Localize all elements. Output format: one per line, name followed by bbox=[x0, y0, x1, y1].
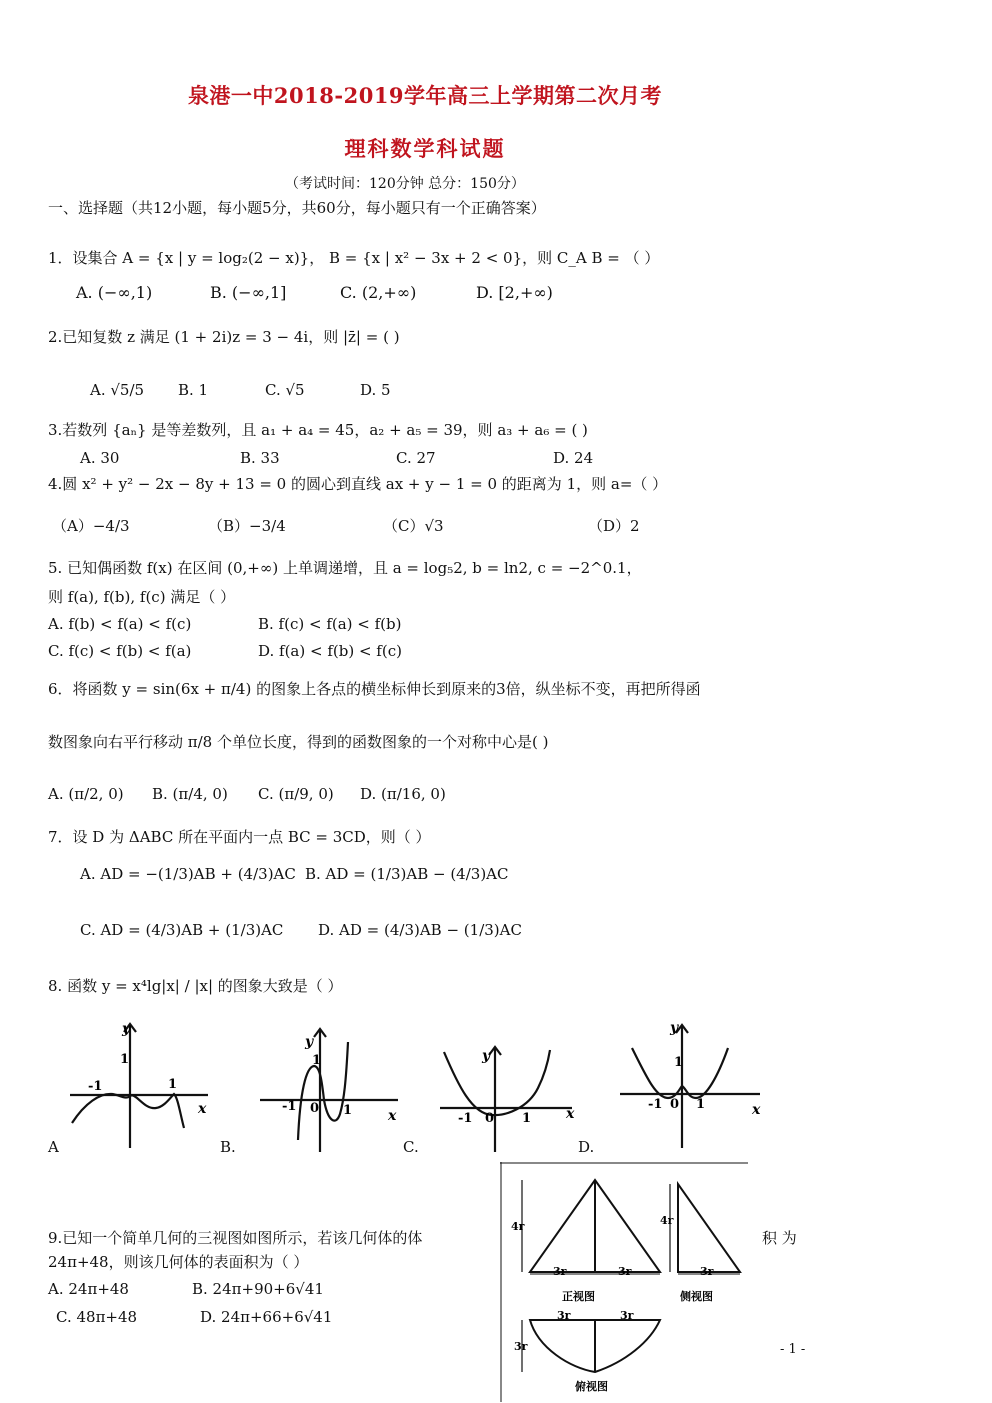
q6-option-c: C. (π/9, 0) bbox=[258, 785, 334, 803]
three-view-figure bbox=[500, 1162, 750, 1402]
side-width-label: 3r bbox=[700, 1265, 714, 1278]
q4-option-a: （A）−4/3 bbox=[52, 517, 130, 535]
q7-option-d: D. AD = (4/3)AB − (1/3)AC bbox=[318, 921, 522, 939]
q8-label-b: B. bbox=[220, 1138, 236, 1156]
q8-label-d: D. bbox=[578, 1138, 595, 1156]
page-number: - 1 - bbox=[780, 1342, 806, 1357]
svg-text:y: y bbox=[482, 1048, 491, 1064]
q5-option-d: D. f(a) < f(b) < f(c) bbox=[258, 642, 402, 660]
q2-option-c: C. √5 bbox=[265, 381, 305, 399]
q9-option-c: C. 48π+48 bbox=[56, 1308, 138, 1326]
q5-option-a: A. f(b) < f(a) < f(c) bbox=[48, 615, 192, 633]
q5-stem-line1: 5. 已知偶函数 f(x) 在区间 (0,+∞) 上单调递增，且 a = log₅2, b = ln2, c = −2^0.1， bbox=[48, 559, 642, 577]
q7-stem: 7．设 D 为 ΔABC 所在平面内一点 BC = 3CD，则（ ） bbox=[48, 828, 431, 846]
svg-text:x: x bbox=[388, 1108, 397, 1124]
svg-text:y: y bbox=[670, 1020, 679, 1036]
section-heading: 一、选择题（共12小题，每小题5分，共60分，每小题只有一个正确答案） bbox=[48, 199, 546, 217]
svg-text:x: x bbox=[198, 1101, 207, 1117]
q8-label-c: C. bbox=[403, 1138, 419, 1156]
svg-text:-1: -1 bbox=[282, 1099, 297, 1114]
q5-option-c: C. f(c) < f(b) < f(a) bbox=[48, 642, 192, 660]
q1-option-d: D. [2,+∞) bbox=[476, 283, 553, 302]
q7-option-c: C. AD = (4/3)AB + (1/3)AC bbox=[80, 921, 284, 939]
q8-graph-a bbox=[60, 1018, 230, 1153]
svg-text:1: 1 bbox=[696, 1097, 706, 1112]
q6-stem-line2: 数图象向右平行移动 π/8 个单位长度，得到的函数图象的一个对称中心是( ) bbox=[48, 733, 549, 751]
q4-option-d: （D）2 bbox=[588, 517, 640, 535]
q3-option-d: D. 24 bbox=[553, 449, 594, 467]
q1-option-a: A. (−∞,1) bbox=[76, 283, 153, 302]
svg-text:1: 1 bbox=[312, 1053, 322, 1068]
q4-option-b: （B）−3/4 bbox=[208, 517, 286, 535]
q3-stem: 3.若数列 {aₙ} 是等差数列，且 a₁ + a₄ = 45，a₂ + a₅ = 39，则 a₃ + a₆ = ( ) bbox=[48, 421, 588, 439]
svg-text:1: 1 bbox=[522, 1111, 532, 1126]
top-height-label: 3r bbox=[514, 1340, 528, 1353]
q1-stem: 1．设集合 A = {x | y = log₂(2 − x)}， B = {x | x² − 3x + 2 < 0}，则 C_A B = （ ） bbox=[48, 249, 660, 267]
svg-text:0: 0 bbox=[670, 1097, 680, 1112]
q9-option-a: A. 24π+48 bbox=[48, 1280, 129, 1298]
q8-graph-d bbox=[610, 1018, 770, 1153]
q7-option-a: A. AD = −(1/3)AB + (4/3)AC bbox=[80, 865, 296, 883]
side-view-caption: 侧视图 bbox=[680, 1290, 713, 1303]
side-height-label: 4r bbox=[660, 1214, 674, 1227]
q5-option-b: B. f(c) < f(a) < f(b) bbox=[258, 615, 402, 633]
q4-option-c: （C）√3 bbox=[383, 517, 444, 535]
q9-stem-line1-end: 积 为 bbox=[762, 1229, 797, 1247]
q3-option-b: B. 33 bbox=[240, 449, 280, 467]
top-width-label-right: 3r bbox=[620, 1309, 634, 1322]
q8-graph-b bbox=[250, 1022, 410, 1157]
q8-label-a: A bbox=[48, 1138, 59, 1156]
svg-text:-1: -1 bbox=[648, 1097, 663, 1112]
front-width-label-right: 3r bbox=[618, 1265, 632, 1278]
q1-option-c: C. (2,+∞) bbox=[340, 283, 417, 302]
q2-option-a: A. √5/5 bbox=[90, 381, 145, 399]
q6-stem-line1: 6．将函数 y = sin(6x + π/4) 的图象上各点的横坐标伸长到原来的3倍，纵坐标不变，再把所得函 bbox=[48, 680, 701, 698]
q8-stem: 8. 函数 y = x⁴lg|x| / |x| 的图象大致是（ ） bbox=[48, 977, 343, 995]
exam-title: 泉港一中2018-2019学年高三上学期第二次月考 bbox=[187, 83, 663, 108]
q9-stem-line1: 9.已知一个简单几何的三视图如图所示，若该几何体的体 bbox=[48, 1229, 423, 1247]
svg-text:1: 1 bbox=[674, 1055, 684, 1070]
svg-text:1: 1 bbox=[343, 1103, 353, 1118]
q9-option-b: B. 24π+90+6√41 bbox=[192, 1280, 324, 1298]
q1-option-b: B. (−∞,1] bbox=[210, 283, 287, 302]
svg-text:-1: -1 bbox=[88, 1079, 103, 1094]
top-width-label-left: 3r bbox=[557, 1309, 571, 1322]
q8-graph-c bbox=[430, 1040, 585, 1155]
q5-stem-line2: 则 f(a), f(b), f(c) 满足（ ） bbox=[48, 588, 236, 606]
q3-option-a: A. 30 bbox=[80, 449, 120, 467]
svg-text:0: 0 bbox=[310, 1101, 320, 1116]
q4-stem: 4.圆 x² + y² − 2x − 8y + 13 = 0 的圆心到直线 ax + y − 1 = 0 的距离为 1，则 a=（ ） bbox=[48, 475, 668, 493]
front-width-label-left: 3r bbox=[553, 1265, 567, 1278]
q9-option-d: D. 24π+66+6√41 bbox=[200, 1308, 333, 1326]
q2-option-b: B. 1 bbox=[178, 381, 209, 399]
q7-option-b: B. AD = (1/3)AB − (4/3)AC bbox=[305, 865, 509, 883]
q9-stem-line2: 24π+48，则该几何体的表面积为（ ） bbox=[48, 1253, 309, 1271]
svg-text:x: x bbox=[566, 1106, 575, 1122]
svg-text:-1: -1 bbox=[458, 1111, 473, 1126]
svg-text:y: y bbox=[122, 1021, 131, 1037]
q6-option-a: A. (π/2, 0) bbox=[48, 785, 124, 803]
front-view-caption: 正视图 bbox=[562, 1290, 595, 1303]
top-view-caption: 俯视图 bbox=[575, 1380, 608, 1393]
q2-option-d: D. 5 bbox=[360, 381, 391, 399]
svg-text:1: 1 bbox=[120, 1052, 130, 1067]
svg-text:x: x bbox=[752, 1102, 761, 1118]
svg-text:y: y bbox=[305, 1034, 314, 1050]
q6-option-b: B. (π/4, 0) bbox=[152, 785, 228, 803]
q2-stem: 2.已知复数 z 满足 (1 + 2i)z = 3 − 4i，则 |z̄| = ( ) bbox=[48, 328, 400, 346]
q6-option-d: D. (π/16, 0) bbox=[360, 785, 446, 803]
front-height-label: 4r bbox=[511, 1220, 525, 1233]
exam-subject: 理科数学科试题 bbox=[344, 136, 506, 161]
q3-option-c: C. 27 bbox=[396, 449, 436, 467]
svg-text:1: 1 bbox=[168, 1077, 178, 1092]
svg-text:0: 0 bbox=[485, 1111, 495, 1126]
exam-info: （考试时间：120分钟 总分：150分） bbox=[285, 176, 525, 192]
